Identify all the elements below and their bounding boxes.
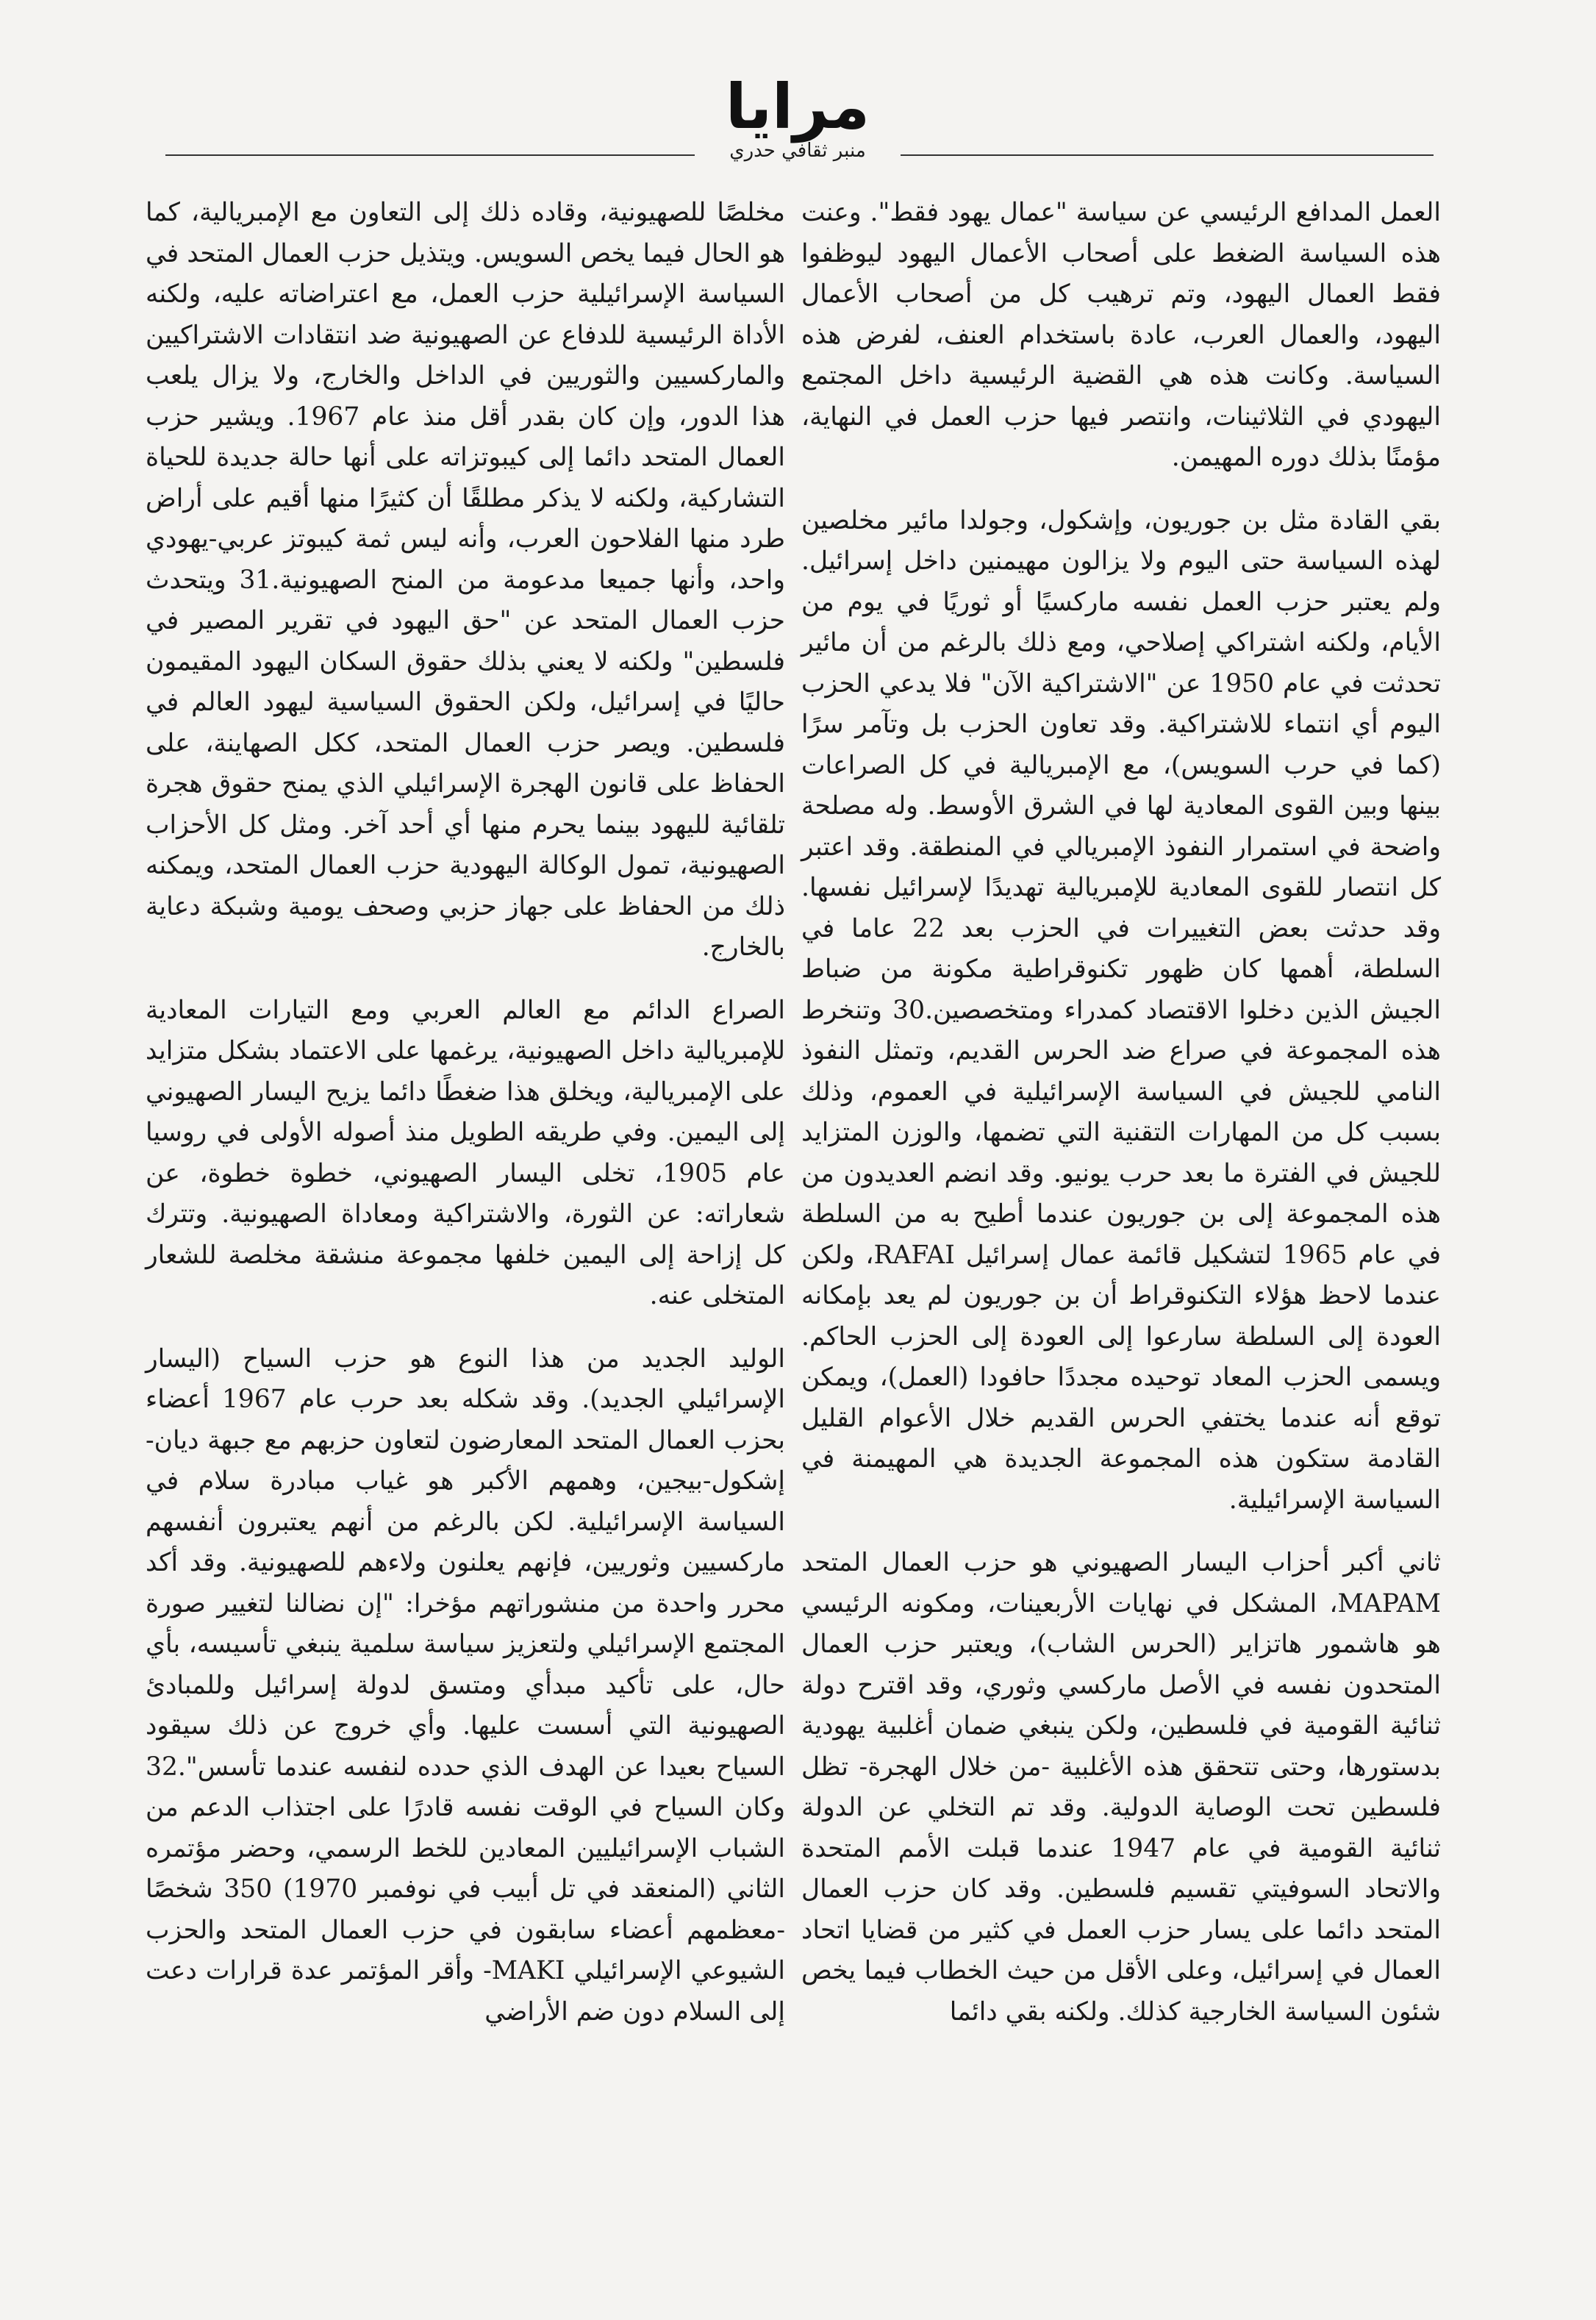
- paragraph: الصراع الدائم مع العالم العربي ومع التيارات المعادية للإمبريالية داخل الصهيونية، يرغمها على الاعتماد بشكل متزايد على الإمبريالية، ويخلق هذا ضغطًا دائما يزيح اليسار الصهيوني إلى اليمين. وفي طريقه الطويل منذ أصوله الأولى في روسيا عام 1905، تخلى اليسار الصهيوني، خطوة خطوة، عن شعاراته: عن الثورة، والاشتراكية ومعاداة الصهيونية. وتترك كل إزاحة إلى اليمين خلفها مجموعة منشقة مخلصة للشعار المتخلى عنه.: [146, 995, 785, 1310]
- article-column-right: [801, 193, 1441, 2055]
- magazine-logo: مرايا: [725, 71, 870, 143]
- paragraph: مخلصًا للصهيونية، وقاده ذلك إلى التعاون مع الإمبريالية، كما هو الحال فيما يخص السويس. ويتذيل حزب العمال المتحد في السياسة الإسرائيلية حزب العمل، مع اعتراضاته عليه، ولكنه الأداة الرئيسية للدفاع عن الصهيونية ضد انتقادات الاشتراكيين والماركسيين والثوريين في الداخل والخارج، ولا يزال يلعب هذا الدور، وإن كان بقدر أقل منذ عام 1967. ويشير حزب العمال المتحد دائما إلى كيبوتزاته على أنها حالة جديدة للحياة التشاركية، ولكنه لا يذكر مطلقًا أن كثيرًا منها أقيم على أراض طرد منها الفلاحون العرب، وأنه ليس ثمة كيبوتز عربي-يهودي واحد، وأنها جميعا مدعومة من المنح الصهيونية.31 ويتحدث حزب العمال المتحد عن "حق اليهود في تقرير المصير في فلسطين" ولكنه لا يعني بذلك حقوق السكان اليهود المقيمون حاليًا في إسرائيل، ولكن الحقوق السياسية ليهود العالم في فلسطين. ويصر حزب العمال المتحد، ككل الصهاينة، على الحفاظ على قانون الهجرة الإسرائيلي الذي يمنح حقوق هجرة تلقائية لليهود بينما يحرم منها أي أحد آخر. ومثل كل الأحزاب الصهيونية، تمول الوكالة اليهودية حزب العمال المتحد، ويمكنه ذلك من الحفاظ على جهاز حزبي وصحف يومية وشبكة دعاية بالخارج.: [146, 198, 786, 962]
- section-sideband: [1452, 0, 1596, 2320]
- masthead: [0, 44, 1596, 169]
- paragraph: بقي القادة مثل بن جوريون، وإشكول، وجولدا مائير مخلصين لهذه السياسة حتى اليوم ولا يزالون مهيمنين داخل إسرائيل. ولم يعتبر حزب العمل نفسه ماركسيًا أو ثوريًا في يوم من الأيام، ولكنه اشتراكي إصلاحي، ومع ذلك بالرغم من أن مائير تحدثت في عام 1950 عن "الاشتراكية الآن" فلا يدعي الحزب اليوم أي انتماء للاشتراكية. وقد تعاون الحزب بل وتآمر سرًا (كما في حرب السويس)، مع الإمبريالية في كل الصراعات بينها وبين القوى المعادية لها في الشرق الأوسط. وله مصلحة واضحة في استمرار النفوذ الإمبريالي في المنطقة. وقد اعتبر كل انتصار للقوى المعادية للإمبريالية تهديدًا لإسرائيل نفسها. وقد حدثت بعض التغييرات في الحزب بعد 22 عاما في السلطة، أهمها كان ظهور تكنوقراطية مكونة من ضباط الجيش الذين دخلوا الاقتصاد كمدراء ومتخصصين.30 وتنخرط هذه المجموعة في صراع ضد الحرس القديم، وتمثل النفوذ النامي للجيش في السياسة الإسرائيلية في العموم، وذلك بسبب كل من المهارات التقنية التي تضمها، والوزن المتزايد للجيش في الفترة ما بعد حرب يونيو. وقد انضم العديدون من هذه المجموعة إلى بن جوريون عندما أطيح به من السلطة في عام 1965 لتشكيل قائمة عمال إسرائيل RAFAI، ولكن عندما لاحظ هؤلاء التكنوقراط أن بن جوريون لم يعد بإمكانه العودة إلى السلطة سارعوا إلى العودة إلى الحزب الحاكم. ويسمى الحزب المعاد توحيده مجددًا حافودا (العمل)، ويمكن توقع أنه عندما يختفي الحرس القديم خلال الأعوام القليل القادمة ستكون هذه المجموعة الجديدة هي المهيمنة في السياسة الإسرائيلية.: [801, 505, 1441, 1515]
- header-rule-left: [165, 154, 695, 156]
- paragraph: ثاني أكبر أحزاب اليسار الصهيوني هو حزب العمال المتحد MAPAM، المشكل في نهايات الأربعينات، ومكونه الرئيسي هو هاشمور هاتزاير (الحرس الشاب)، ويعتبر حزب العمال المتحدون نفسه في الأصل ماركسي وثوري، وقد اقترح دولة ثنائية القومية في فلسطين، ولكن ينبغي ضمان أغلبية يهودية بدستورها، وحتى تتحقق هذه الأغلبية -من خلال الهجرة- تظل فلسطين تحت الوصاية الدولية. وقد تم التخلي عن الدولة ثنائية القومية في عام 1947 عندما قبلت الأمم المتحدة والاتحاد السوفيتي تقسيم فلسطين. وقد كان حزب العمال المتحد دائما على يسار حزب العمل في كثير من قضايا اتحاد العمال في إسرائيل، وعلى الأقل من حيث الخطاب فيما يخص شئون السياسة الخارجية كذلك. ولكنه بقي دائما: [801, 1548, 1441, 2027]
- article-column-left: [146, 193, 785, 2055]
- magazine-tagline: منبر ثقافي حدري: [729, 140, 866, 162]
- header-rule-right: [901, 154, 1434, 156]
- paragraph: العمل المدافع الرئيسي عن سياسة "عمال يهود فقط". وعنت هذه السياسة الضغط على أصحاب الأعمال اليهود ليوظفوا فقط العمال اليهود، وتم ترهيب كل من أصحاب الأعمال اليهود، والعمال العرب، عادة باستخدام العنف، لفرض هذه السياسة. وكانت هذه هي القضية الرئيسية داخل المجتمع اليهودي في الثلاثينات، وانتصر فيها حزب العمل في النهاية، مؤمنًا بذلك دوره المهيمن.: [801, 198, 1441, 472]
- paragraph: الوليد الجديد من هذا النوع هو حزب السياح (اليسار الإسرائيلي الجديد). وقد شكله بعد حرب عام 1967 أعضاء بحزب العمال المتحد المعارضون لتعاون حزبهم مع جبهة ديان-إشكول-بيجين، وهمهم الأكبر هو غياب مبادرة سلام في السياسة الإسرائيلية. لكن بالرغم من أنهم يعتبرون أنفسهم ماركسيين وثوريين، فإنهم يعلنون ولاءهم للصهيونية. وقد أكد محرر واحدة من منشوراتهم مؤخرا: "إن نضالنا لتغيير صورة المجتمع الإسرائيلي ولتعزيز سياسة سلمية ينبغي تأسيسه، بأي حال، على تأكيد مبدأي ومتسق لدولة إسرائيل وللمبادئ الصهيونية التي أسست عليها. وأي خروج عن ذلك سيقود السياح بعيدا عن الهدف الذي حدده لنفسه عندما تأسس".32 وكان السياح في الوقت نفسه قادرًا على اجتذاب الدعم من الشباب الإسرائيليين المعادين للخط الرسمي، وحضر مؤتمره الثاني (المنعقد في تل أبيب في نوفمبر 1970) 350 شخصًا -معظمهم أعضاء سابقون في حزب العمال المتحد والحزب الشيوعي الإسرائيلي MAKI- وأقر المؤتمر عدة قرارات دعت إلى السلام دون ضم الأراضي: [146, 1343, 785, 2027]
